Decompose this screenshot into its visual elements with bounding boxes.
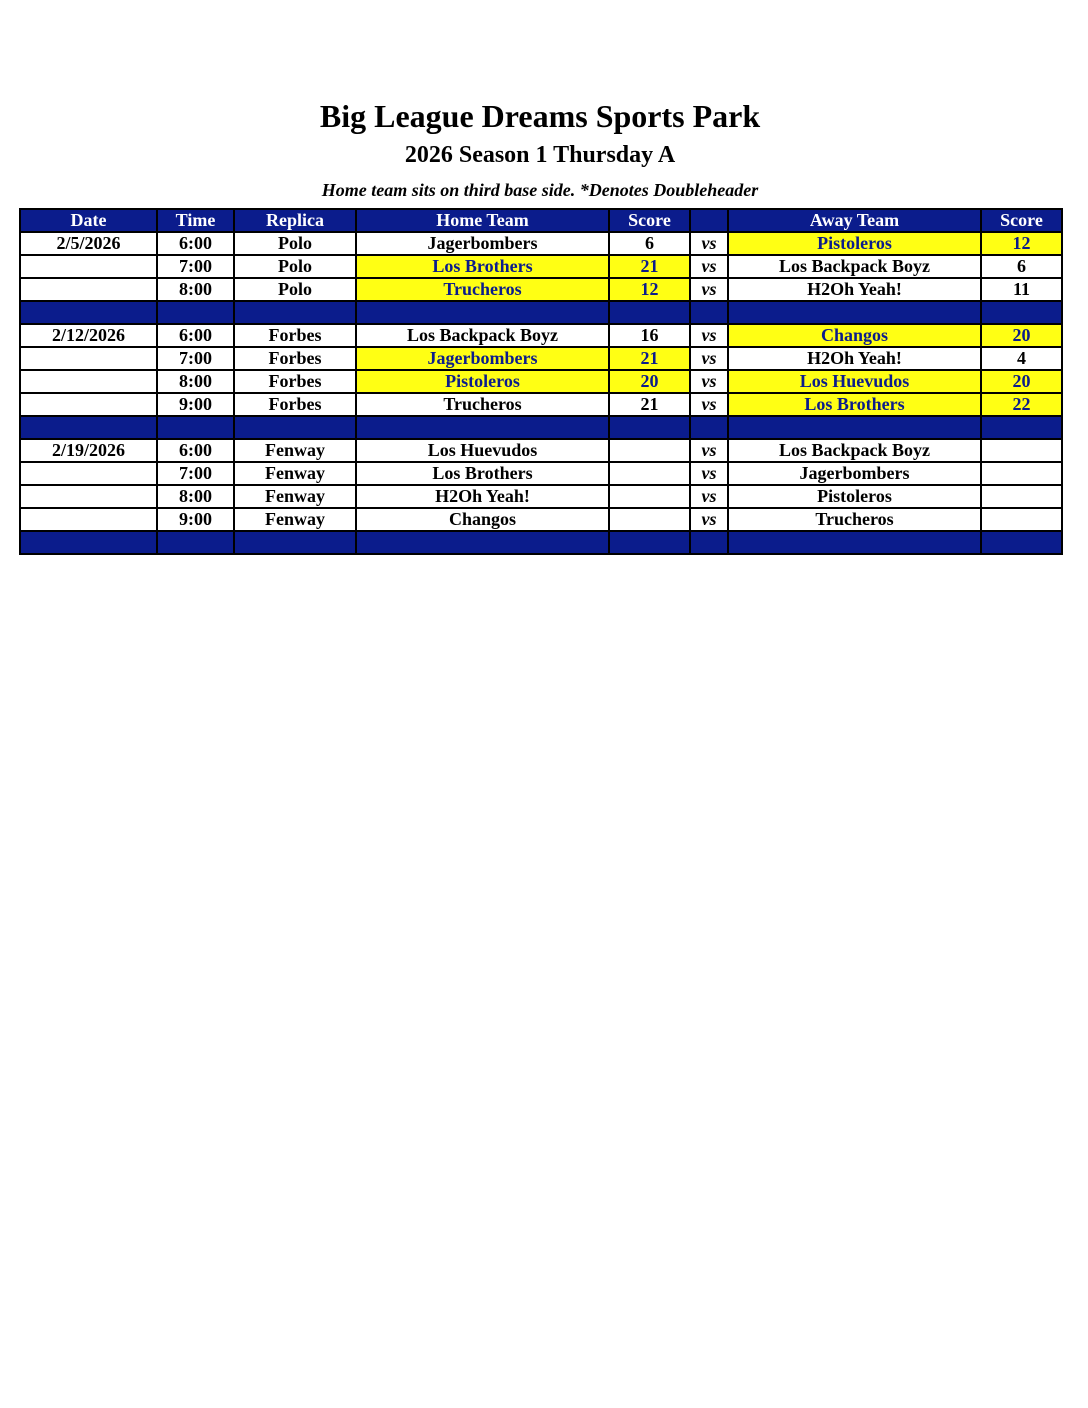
away-score: 4 xyxy=(981,347,1062,370)
page-title: Big League Dreams Sports Park xyxy=(319,98,761,134)
separator-cell xyxy=(609,416,690,439)
game-date xyxy=(20,485,157,508)
home-team: Los Huevudos xyxy=(356,439,609,462)
field-name: Forbes xyxy=(234,324,356,347)
separator-cell xyxy=(981,531,1062,554)
game-date xyxy=(20,462,157,485)
separator-cell xyxy=(690,416,728,439)
field-name: Fenway xyxy=(234,439,356,462)
vs-label: vs xyxy=(690,324,728,347)
separator-cell xyxy=(157,301,234,324)
separator-cell xyxy=(981,301,1062,324)
field-name: Polo xyxy=(234,278,356,301)
away-score: 11 xyxy=(981,278,1062,301)
game-date xyxy=(20,347,157,370)
home-score xyxy=(609,462,690,485)
away-team: Jagerbombers xyxy=(728,462,981,485)
home-score: 16 xyxy=(609,324,690,347)
schedule-table xyxy=(19,208,1063,555)
game-time: 7:00 xyxy=(157,347,234,370)
game-time: 7:00 xyxy=(157,255,234,278)
home-score: 12 xyxy=(609,278,690,301)
separator-cell xyxy=(609,531,690,554)
vs-label: vs xyxy=(690,232,728,255)
table-row xyxy=(20,508,1062,531)
away-team: Los Brothers xyxy=(728,393,981,416)
table-row xyxy=(20,462,1062,485)
away-score xyxy=(981,462,1062,485)
away-team: Los Backpack Boyz xyxy=(728,255,981,278)
vs-label: vs xyxy=(690,370,728,393)
home-score xyxy=(609,508,690,531)
separator-cell xyxy=(356,416,609,439)
vs-label: vs xyxy=(690,393,728,416)
home-team: Trucheros xyxy=(356,278,609,301)
separator-cell xyxy=(234,531,356,554)
vs-label: vs xyxy=(690,508,728,531)
game-time: 6:00 xyxy=(157,324,234,347)
game-time: 7:00 xyxy=(157,462,234,485)
game-date: 2/19/2026 xyxy=(20,439,157,462)
away-team: H2Oh Yeah! xyxy=(728,347,981,370)
field-name: Fenway xyxy=(234,462,356,485)
table-row xyxy=(20,393,1062,416)
game-time: 6:00 xyxy=(157,232,234,255)
header-row xyxy=(20,209,1062,232)
separator-cell xyxy=(981,416,1062,439)
field-name: Fenway xyxy=(234,508,356,531)
vs-label: vs xyxy=(690,255,728,278)
table-row xyxy=(20,370,1062,393)
table-row xyxy=(20,278,1062,301)
field-name: Polo xyxy=(234,232,356,255)
game-date: 2/5/2026 xyxy=(20,232,157,255)
col-away-team: Away Team xyxy=(728,209,981,232)
away-score: 22 xyxy=(981,393,1062,416)
separator-cell xyxy=(690,531,728,554)
schedule-note: Home team sits on third base side. *Denotes Doubleheader xyxy=(321,180,759,200)
vs-label: vs xyxy=(690,439,728,462)
home-team: Los Backpack Boyz xyxy=(356,324,609,347)
home-team: Los Brothers xyxy=(356,462,609,485)
vs-label: vs xyxy=(690,462,728,485)
separator-cell xyxy=(356,301,609,324)
game-date xyxy=(20,370,157,393)
field-name: Forbes xyxy=(234,347,356,370)
away-score: 20 xyxy=(981,324,1062,347)
separator-cell xyxy=(157,531,234,554)
separator-cell xyxy=(728,416,981,439)
schedule-body xyxy=(20,232,1062,554)
away-team: Changos xyxy=(728,324,981,347)
home-score xyxy=(609,439,690,462)
game-time: 9:00 xyxy=(157,393,234,416)
away-team: Trucheros xyxy=(728,508,981,531)
separator-cell xyxy=(20,416,157,439)
game-time: 8:00 xyxy=(157,278,234,301)
vs-label: vs xyxy=(690,485,728,508)
separator-cell xyxy=(728,301,981,324)
home-team: Trucheros xyxy=(356,393,609,416)
col-away-score: Score xyxy=(981,209,1062,232)
col-replica: Replica xyxy=(234,209,356,232)
page-subtitle: 2026 Season 1 Thursday A xyxy=(404,142,676,168)
away-score xyxy=(981,439,1062,462)
table-row xyxy=(20,347,1062,370)
vs-label: vs xyxy=(690,278,728,301)
field-name: Forbes xyxy=(234,393,356,416)
home-team: Los Brothers xyxy=(356,255,609,278)
away-team: Los Huevudos xyxy=(728,370,981,393)
table-row xyxy=(20,255,1062,278)
away-score: 12 xyxy=(981,232,1062,255)
table-row xyxy=(20,439,1062,462)
away-score: 6 xyxy=(981,255,1062,278)
home-team: Jagerbombers xyxy=(356,232,609,255)
away-team: H2Oh Yeah! xyxy=(728,278,981,301)
game-date xyxy=(20,393,157,416)
home-score: 21 xyxy=(609,347,690,370)
home-score: 21 xyxy=(609,255,690,278)
game-time: 6:00 xyxy=(157,439,234,462)
home-team: H2Oh Yeah! xyxy=(356,485,609,508)
separator-cell xyxy=(690,301,728,324)
game-time: 9:00 xyxy=(157,508,234,531)
col-home-score: Score xyxy=(609,209,690,232)
game-time: 8:00 xyxy=(157,370,234,393)
table-row xyxy=(20,485,1062,508)
vs-label: vs xyxy=(690,347,728,370)
away-score: 20 xyxy=(981,370,1062,393)
away-team: Pistoleros xyxy=(728,485,981,508)
home-score: 21 xyxy=(609,393,690,416)
separator-cell xyxy=(157,416,234,439)
separator-cell xyxy=(356,531,609,554)
table-row xyxy=(20,232,1062,255)
field-name: Polo xyxy=(234,255,356,278)
field-name: Forbes xyxy=(234,370,356,393)
week-separator xyxy=(20,416,1062,439)
home-team: Jagerbombers xyxy=(356,347,609,370)
home-team: Pistoleros xyxy=(356,370,609,393)
away-team: Pistoleros xyxy=(728,232,981,255)
game-date: 2/12/2026 xyxy=(20,324,157,347)
away-score xyxy=(981,508,1062,531)
col-date: Date xyxy=(20,209,157,232)
separator-cell xyxy=(20,531,157,554)
away-score xyxy=(981,485,1062,508)
game-date xyxy=(20,255,157,278)
week-separator xyxy=(20,301,1062,324)
game-time: 8:00 xyxy=(157,485,234,508)
separator-cell xyxy=(234,416,356,439)
week-separator xyxy=(20,531,1062,554)
separator-cell xyxy=(234,301,356,324)
field-name: Fenway xyxy=(234,485,356,508)
col-time: Time xyxy=(157,209,234,232)
away-team: Los Backpack Boyz xyxy=(728,439,981,462)
home-score: 6 xyxy=(609,232,690,255)
separator-cell xyxy=(609,301,690,324)
game-date xyxy=(20,278,157,301)
game-date xyxy=(20,508,157,531)
separator-cell xyxy=(20,301,157,324)
home-score: 20 xyxy=(609,370,690,393)
col-home-team: Home Team xyxy=(356,209,609,232)
separator-cell xyxy=(728,531,981,554)
home-team: Changos xyxy=(356,508,609,531)
col-vs xyxy=(690,209,728,232)
table-row xyxy=(20,324,1062,347)
home-score xyxy=(609,485,690,508)
